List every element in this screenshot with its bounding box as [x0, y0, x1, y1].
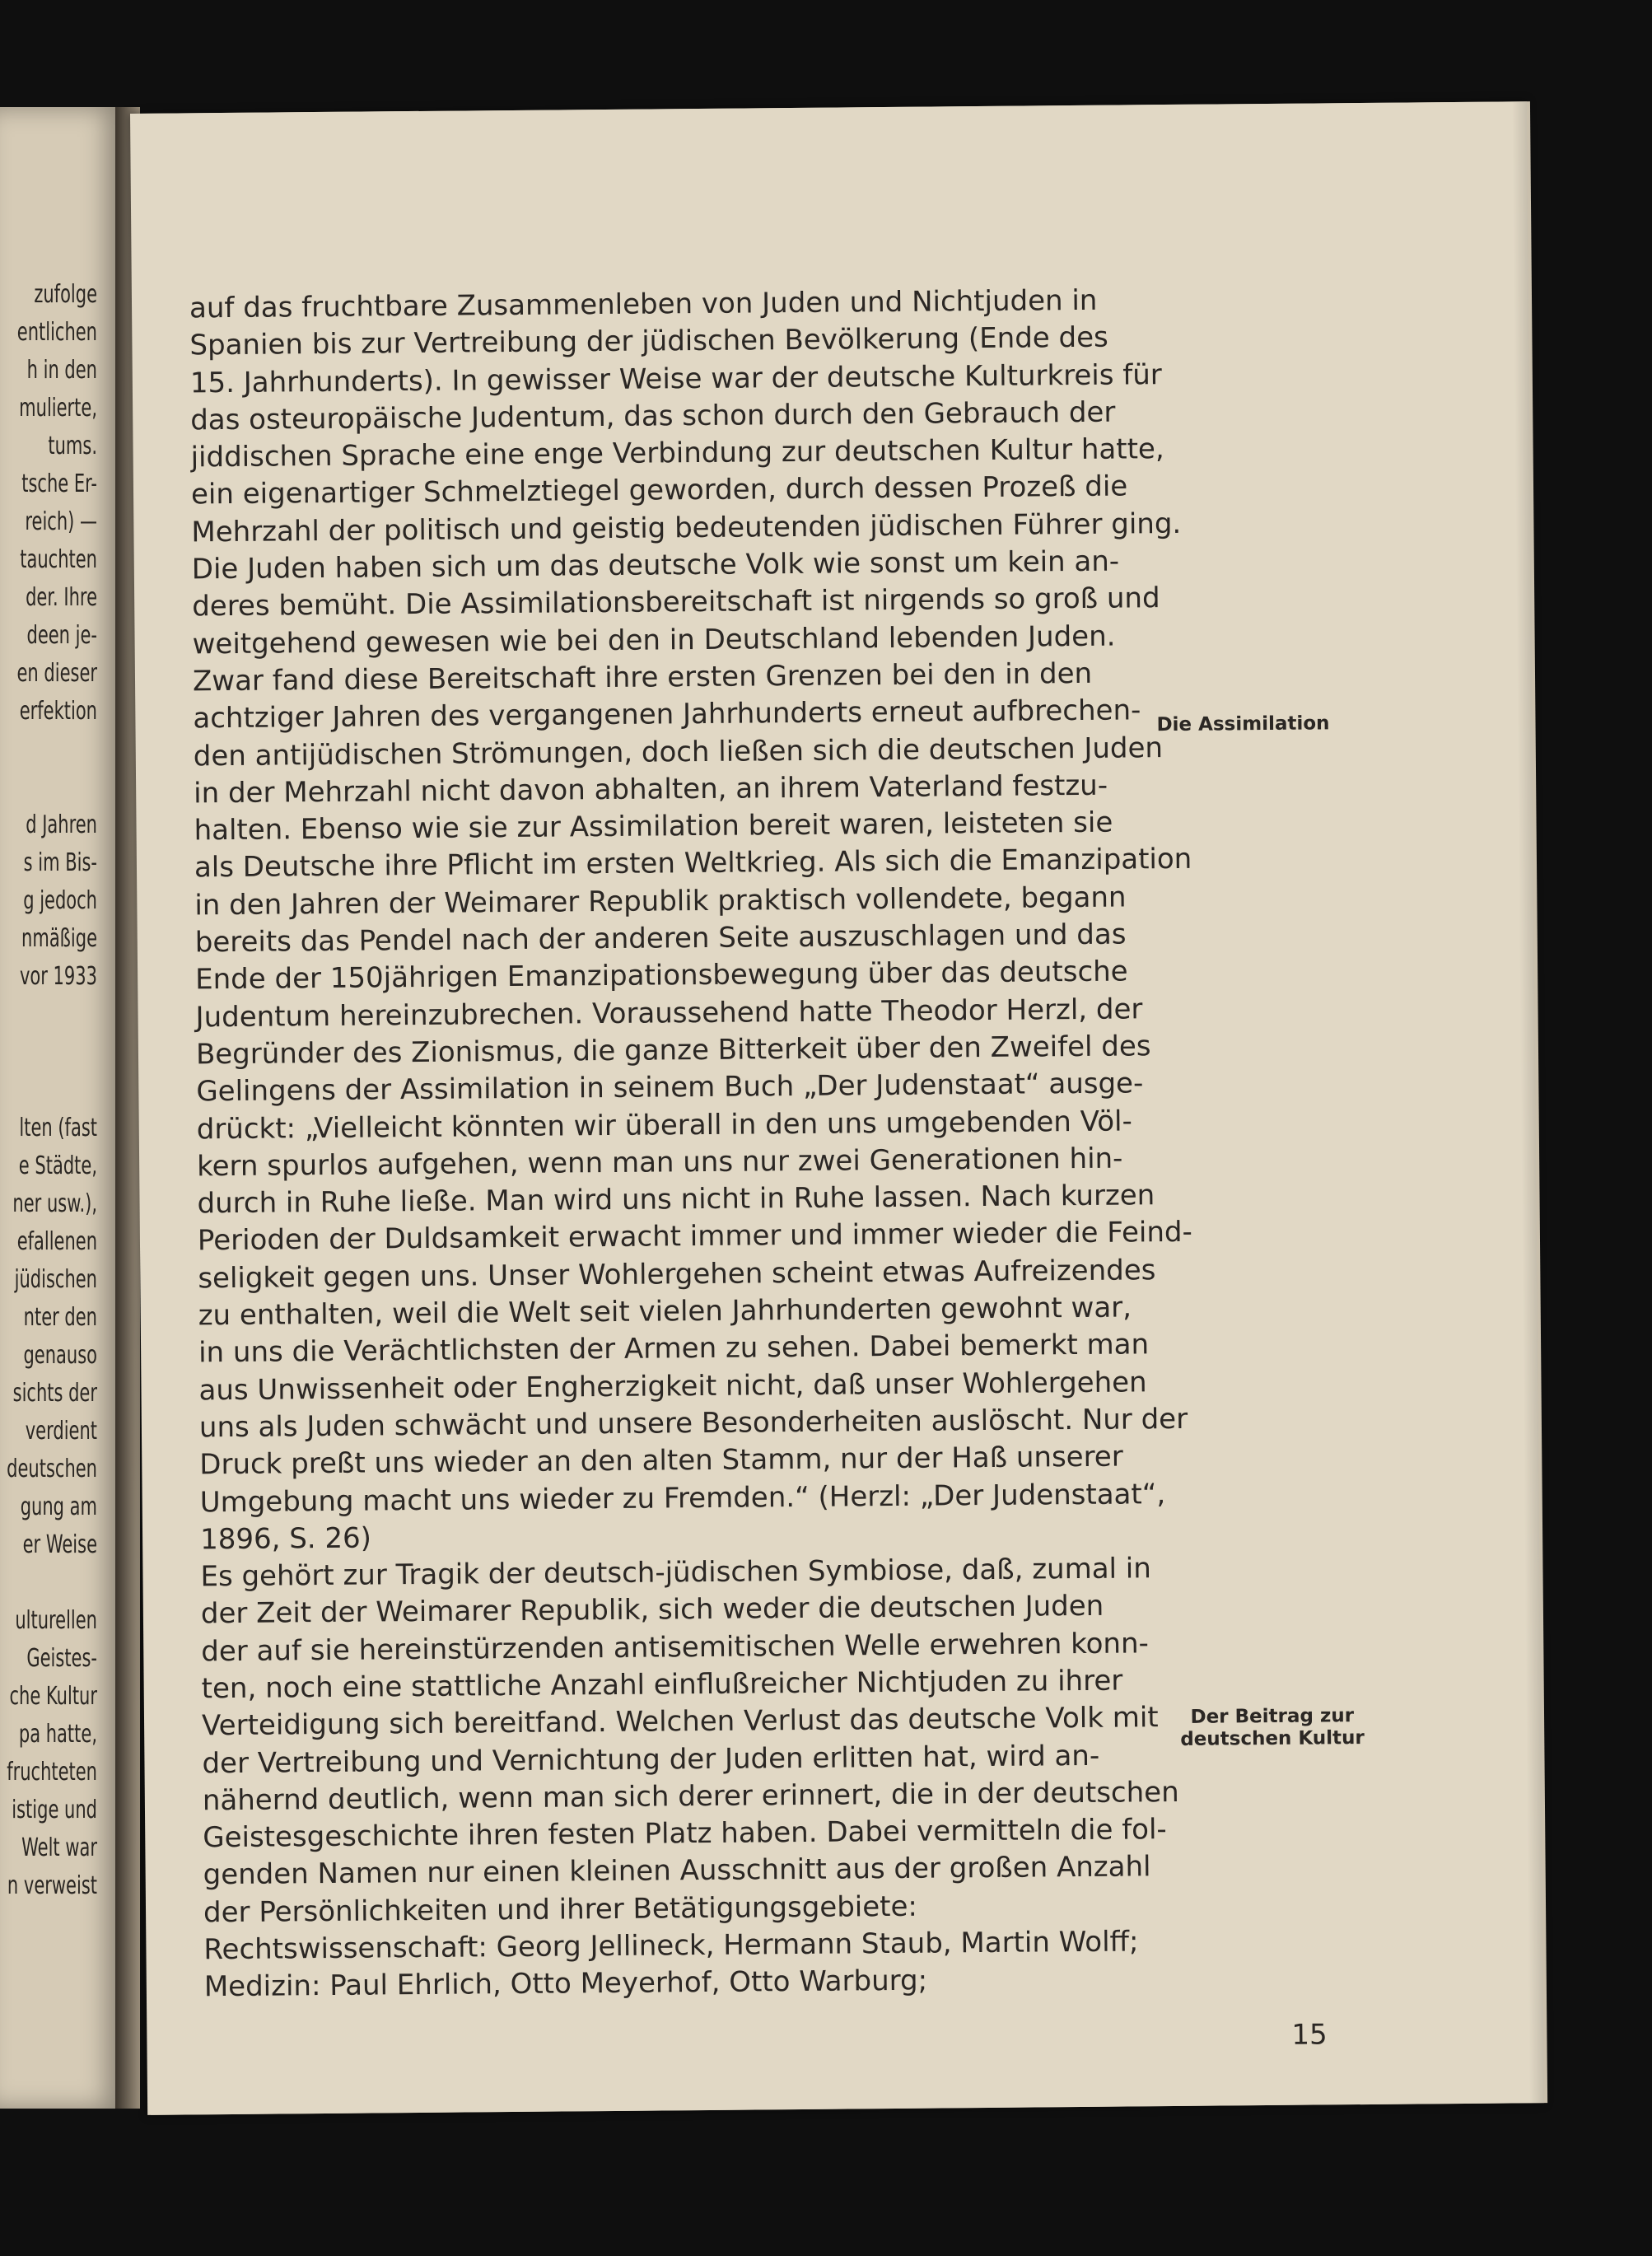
left-page-fragment-line: g jedoch	[23, 886, 97, 915]
text-line: den antijüdischen Strömungen, doch ließen sich die deutschen Juden	[193, 731, 1164, 773]
text-line: Medizin: Paul Ehrlich, Otto Meyerhof, Otto Warburg;	[203, 1964, 928, 2004]
left-page-fragment-line: h in den	[26, 356, 97, 385]
left-page-fragment-line: der. Ihre	[26, 583, 97, 612]
left-page-fragment-line: s im Bis-	[23, 848, 97, 877]
left-page-fragment-line: sichts der	[12, 1379, 97, 1408]
left-page-fragment-line: istige und	[12, 1796, 97, 1824]
left-page-fragment-line: reich) —	[25, 507, 97, 536]
text-line: in den Jahren der Weimarer Republik praktisch vollendete, begann	[194, 880, 1127, 922]
text-line: Begründer des Zionismus, die ganze Bitterkeit über den Zweifel des	[195, 1030, 1151, 1072]
text-line: Spanien bis zur Vertreibung der jüdischen Bevölkerung (Ende des	[189, 320, 1108, 362]
text-line: in der Mehrzahl nicht davon abhalten, an ihrem Vaterland festzu-	[194, 768, 1108, 810]
left-page-fragment-line: efallenen	[16, 1227, 98, 1256]
text-line: in uns die Verächtlichsten der Armen zu sehen. Dabei bemerkt man	[198, 1328, 1150, 1370]
page-number: 15	[1291, 2018, 1328, 2052]
text-line: aus Unwissenheit oder Engherzigkeit nicht, daß unser Wohlergehen	[198, 1365, 1147, 1407]
text-line: das osteuropäische Judentum, das schon durch den Gebrauch der	[190, 395, 1116, 437]
text-line: achtziger Jahren des vergangenen Jahrhunderts erneut aufbrechen-	[193, 694, 1141, 736]
left-page-fragment-line: verdient	[25, 1417, 97, 1446]
text-line: deres bemüht. Die Assimilationsbereitschaft ist nirgends so groß und	[192, 582, 1160, 624]
text-line: bereits das Pendel nach der anderen Seite auszuschlagen und das	[194, 918, 1127, 960]
left-page-fragment-line: gung am	[20, 1492, 97, 1521]
left-page-fragment-line: pa hatte,	[18, 1720, 98, 1749]
body-text	[189, 281, 1234, 2006]
left-page-fragment-line: ner usw.),	[12, 1189, 97, 1218]
text-line: uns als Juden schwächt und unsere Besonderheiten auslöscht. Nur der	[198, 1402, 1188, 1445]
text-line: Gelingens der Assimilation in seinem Buch „Der Judenstaat“ ausge-	[196, 1067, 1144, 1109]
text-line: als Deutsche ihre Pflicht im ersten Weltkrieg. Als sich die Emanzipation	[194, 843, 1192, 885]
left-page-fragment-line: d Jahren	[26, 810, 97, 839]
left-page-fragment-line: deen je-	[26, 621, 97, 650]
left-page-fragment-line: mulierte,	[19, 394, 97, 423]
text-line: seligkeit gegen uns. Unser Wohlergehen scheint etwas Aufreizendes	[198, 1253, 1156, 1296]
text-line: 1896, S. 26)	[199, 1521, 372, 1557]
text-line: Geistesgeschichte ihren festen Platz haben. Dabei vermitteln die fol-	[203, 1813, 1167, 1855]
left-page-fragment-line: tsche Er-	[21, 469, 97, 498]
left-page-fragment-line: fruchteten	[7, 1758, 97, 1787]
left-page-fragment-line: Welt war	[21, 1833, 97, 1862]
text-line: 15. Jahrhunderts). In gewisser Weise war der deutsche Kulturkreis für	[189, 357, 1162, 399]
left-page-fragment-line: tauchten	[20, 545, 97, 574]
left-page-fragment-line: e Städte,	[18, 1151, 97, 1180]
text-line: der auf sie hereinstürzenden antisemitischen Welle erwehren konn-	[201, 1626, 1149, 1669]
left-page-fragment-line: vor 1933	[19, 962, 98, 991]
left-page-fragment-line: Geistes-	[26, 1644, 97, 1673]
text-line: Mehrzahl der politisch und geistig bedeutenden jüdischen Führer ging.	[191, 507, 1182, 549]
text-line: kern spurlos aufgehen, wenn man uns nur zwei Generationen hin-	[196, 1142, 1123, 1184]
text-line: Die Juden haben sich um das deutsche Volk wie sonst um kein an-	[191, 544, 1120, 586]
text-line: der Zeit der Weimarer Republik, sich weder die deutschen Juden	[200, 1590, 1104, 1631]
text-line: nähernd deutlich, wenn man sich derer erinnert, die in der deutschen	[202, 1775, 1179, 1818]
text-line: Perioden der Duldsamkeit erwacht immer und immer wieder die Feind-	[197, 1216, 1192, 1258]
text-line: durch in Ruhe ließe. Man wird uns nicht in Ruhe lassen. Nach kurzen	[197, 1179, 1155, 1221]
text-line: halten. Ebenso wie sie zur Assimilation bereit waren, leisteten sie	[194, 806, 1113, 848]
text-line: der Persönlichkeiten und ihrer Betätigungsgebiete:	[203, 1889, 918, 1930]
left-page-fragment-line: er Weise	[22, 1530, 97, 1559]
left-page-fragment-line: ulturellen	[15, 1606, 97, 1635]
left-page-fragment-line: zufolge	[34, 280, 97, 309]
text-line: auf das fruchtbare Zusammenleben von Juden und Nichtjuden in	[189, 283, 1098, 325]
left-page-fragment-line: deutschen	[7, 1455, 98, 1483]
text-line: Rechtswissenschaft: Georg Jellineck, Hermann Staub, Martin Wolff;	[203, 1925, 1139, 1967]
text-line: Ende der 150jährigen Emanzipationsbewegung über das deutsche	[195, 955, 1128, 997]
text-line: zu enthalten, weil die Welt seit vielen Jahrhunderten gewohnt war,	[198, 1291, 1132, 1333]
left-page-fragment-line: jüdischen	[14, 1265, 97, 1294]
book-page	[130, 101, 1544, 2115]
text-line: ein eigenartiger Schmelztiegel geworden, durch dessen Prozeß die	[190, 469, 1128, 511]
left-page-fragment-line: genauso	[23, 1341, 97, 1370]
left-page-fragment-line: entlichen	[16, 318, 97, 347]
text-line: weitgehend gewesen wie bei den in Deutschland lebenden Juden.	[192, 619, 1116, 661]
text-line: Zwar fand diese Bereitschaft ihre ersten Grenzen bei den in den	[192, 656, 1093, 698]
text-line: Verteidigung sich bereitfand. Welchen Verlust das deutsche Volk mit	[201, 1701, 1159, 1743]
left-page-fragment-line: lten (fast	[19, 1114, 97, 1142]
margin-note-assimilation: Die Assimilation	[1156, 712, 1330, 736]
left-page-fragment-line: tums.	[48, 432, 97, 460]
text-line: der Vertreibung und Vernichtung der Juden erlitten hat, wird an-	[202, 1739, 1100, 1780]
left-page-fragment	[0, 107, 122, 2109]
text-line: Es gehört zur Tragik der deutsch-jüdischen Symbiose, daß, zumal in	[200, 1552, 1151, 1594]
text-line: Druck preßt uns wieder an den alten Stamm, nur der Haß unserer	[199, 1440, 1123, 1482]
text-line: genden Namen nur einen kleinen Ausschnitt aus der großen Anzahl	[203, 1850, 1151, 1892]
left-page-fragment-line: en dieser	[16, 659, 97, 688]
left-page-fragment-line: nmäßige	[21, 924, 98, 953]
text-line: Judentum hereinzubrechen. Voraussehend hatte Theodor Herzl, der	[195, 992, 1143, 1034]
margin-note-beitrag: Der Beitrag zur deutschen Kultur	[1180, 1705, 1365, 1750]
text-line: Umgebung macht uns wieder zu Fremden.“ (Herzl: „Der Judenstaat“,	[199, 1477, 1166, 1519]
text-line: drückt: „Vielleicht könnten wir überall in den uns umgebenden Völ-	[196, 1104, 1132, 1146]
left-page-fragment-line: che Kultur	[9, 1682, 98, 1711]
text-line: ten, noch eine stattliche Anzahl einflußreicher Nichtjuden zu ihrer	[201, 1664, 1123, 1706]
left-page-fragment-line: n verweist	[7, 1871, 97, 1900]
left-page-fragment-line: nter den	[23, 1303, 97, 1332]
left-page-fragment-line: erfektion	[19, 697, 97, 726]
text-line: jiddischen Sprache eine enge Verbindung zur deutschen Kultur hatte,	[190, 432, 1164, 474]
